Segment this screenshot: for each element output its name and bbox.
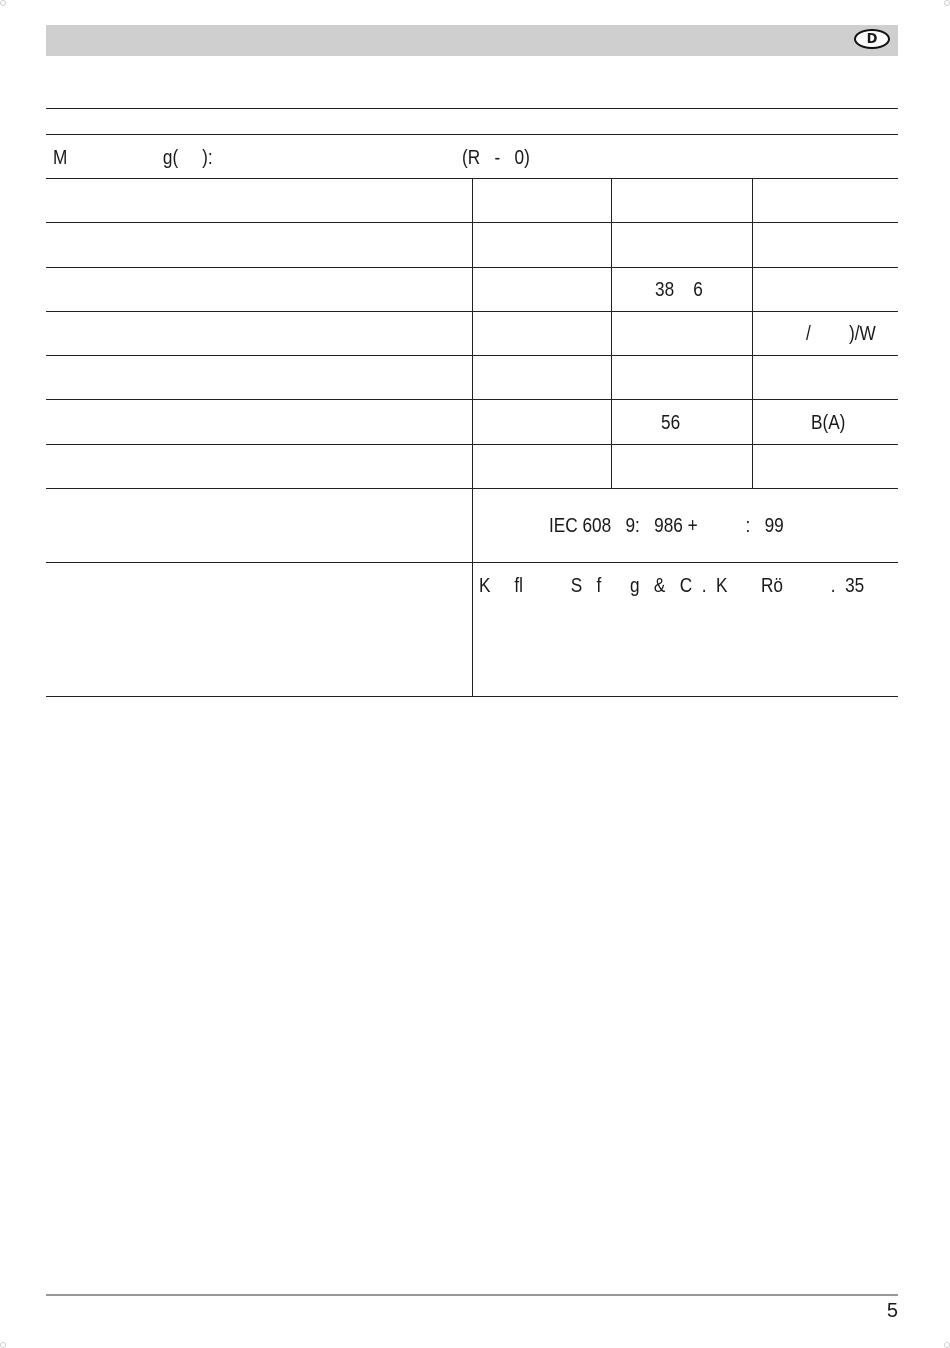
table-cell: 56 <box>661 412 681 434</box>
page-header-bar <box>46 25 898 56</box>
manufacturer-value: K fl S f g & C . K Rö . 35 <box>479 575 865 597</box>
crop-mark-top-right <box>944 0 950 6</box>
crop-mark-bottom-right <box>944 1342 950 1348</box>
crop-mark-bottom-left <box>0 1342 6 1348</box>
table-cell: / )/W <box>806 323 876 345</box>
column-divider <box>611 178 612 488</box>
footer-rule <box>46 1294 898 1296</box>
table-top-rule <box>46 108 898 109</box>
section-header-right: (R - 0) <box>462 147 530 169</box>
standard-value: IEC 608 9: 986 + : 99 <box>549 515 784 537</box>
language-badge: D <box>854 29 890 49</box>
column-divider <box>472 178 473 696</box>
page-number: 5 <box>886 1300 898 1322</box>
crop-mark-top-left <box>0 0 6 6</box>
column-divider <box>752 178 753 488</box>
table-rule <box>46 134 898 135</box>
table-cell: 38 6 <box>655 279 703 301</box>
section-header-left: M g( ): <box>53 147 213 169</box>
table-cell: B(A) <box>811 412 846 434</box>
table-bottom-rule <box>46 696 898 697</box>
